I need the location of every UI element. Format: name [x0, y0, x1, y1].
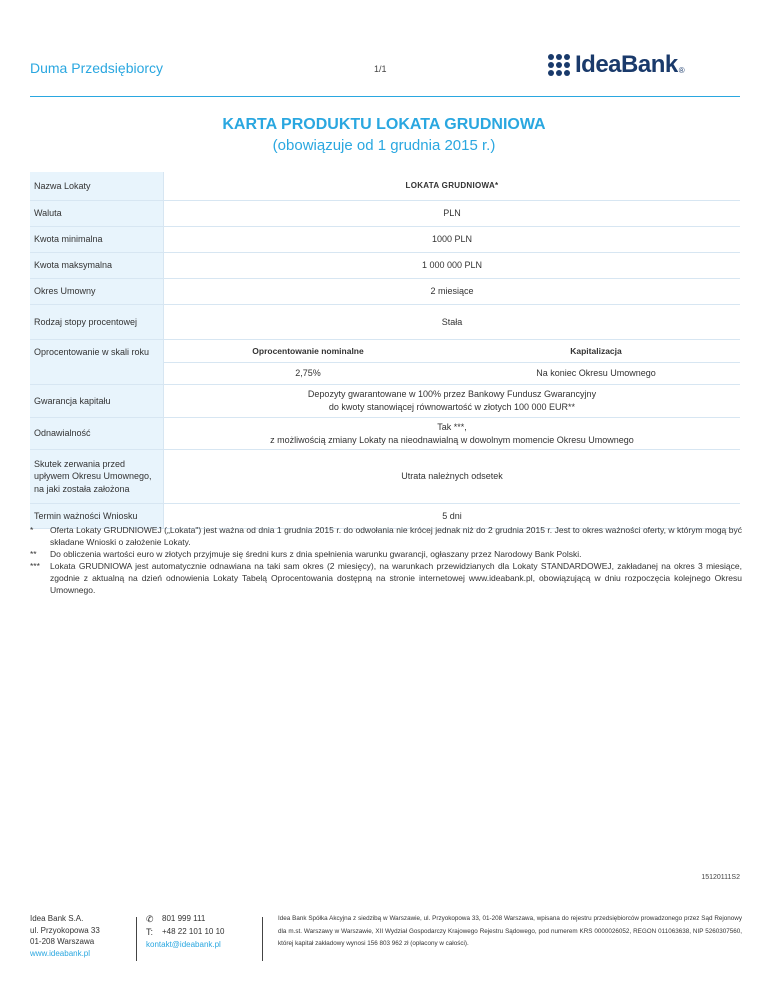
row-label: Waluta	[30, 201, 164, 226]
row-value-line: Depozyty gwarantowane w 100% przez Bankowy Fundusz Gwarancyjny	[307, 389, 597, 400]
row-value	[164, 418, 740, 449]
footer-divider	[262, 917, 263, 961]
row-value: Stała	[441, 316, 463, 327]
logo-registered-mark: ®	[678, 65, 685, 75]
header-brand-text: Duma Przedsiębiorcy	[30, 60, 164, 76]
footer-phone1[interactable]: 801 999 111	[162, 914, 206, 923]
table-row	[30, 172, 740, 201]
footer-street: ul. Przyokopowa 33	[30, 925, 100, 935]
row-value: 1 000 000 PLN	[421, 260, 483, 271]
table-row	[30, 253, 740, 279]
table-row	[30, 418, 740, 450]
row-value-line: Tak ***,	[437, 421, 467, 432]
footnote-mark: **	[30, 549, 37, 560]
page-number: 1/1	[374, 64, 387, 74]
row-value: LOKATA GRUDNIOWA*	[405, 181, 499, 191]
footer-phone1-row	[146, 913, 256, 926]
row-label: Rodzaj stopy procentowej	[30, 305, 164, 339]
row-label: Kwota maksymalna	[30, 253, 164, 278]
table-row	[30, 279, 740, 305]
footer-contact	[146, 913, 256, 951]
row-label: Termin ważności Wniosku	[30, 504, 164, 528]
page-title: KARTA PRODUKTU LOKATA GRUDNIOWA	[222, 116, 546, 133]
logo-text: IdeaBank	[575, 51, 678, 78]
row-value: 2 miesiące	[430, 286, 474, 297]
phone2-label: T:	[146, 927, 154, 938]
row-label: Odnawialność	[30, 418, 164, 449]
interest-split	[164, 340, 740, 384]
table-row	[30, 201, 740, 227]
table-row	[30, 227, 740, 253]
footnote-text: Lokata GRUDNIOWA jest automatycznie odnawiana na taki sam okres (2 miesięcy), na warunkach przewidzianych dla Lokaty STANDARDOWEJ, zakładanej na okres 3 miesiące, zgodnie z aktualną na dzień odnowienia Lokaty Tabelą Oprocentowania dostępną na stronie internetowej www.ideabank.pl, obowiązującą w dniu rozpoczęcia kolejnego Okresu Umownego.	[50, 561, 742, 596]
row-value	[164, 385, 740, 417]
table-row	[30, 450, 740, 504]
row-label: Kwota minimalna	[30, 227, 164, 252]
footer-legal-text: Idea Bank Spółka Akcyjna z siedzibą w Warszawie, ul. Przyokopowa 33, 01-208 Warszawa, wpisana do rejestru przedsiębiorców prowadzonego przez Sąd Rejonowy dla m.st. Warszawy w Warszawie, XII Wydział Gospodarczy Krajowego Rejestru Sądowego, pod numerem KRS 0000026052, REGON 011063638, NIP 5260307560, której kapitał zakładowy wynosi 156 803 962 zł (opłacony w całości).	[278, 915, 742, 948]
footer-website-link[interactable]: www.ideabank.pl	[30, 948, 91, 958]
row-value: 1000 PLN	[431, 234, 473, 245]
capitalization-value: Na koniec Okresu Umownego	[536, 368, 656, 379]
footer-company: Idea Bank S.A.	[30, 914, 84, 923]
product-table	[30, 172, 740, 529]
footer-phone2[interactable]: +48 22 101 10 10	[162, 927, 225, 937]
table-row	[30, 305, 740, 340]
document-id: 15120111S2	[701, 874, 740, 881]
page-subtitle: (obowiązuje od 1 grudnia 2015 r.)	[272, 137, 496, 154]
footnote-mark: *	[30, 525, 34, 535]
footnotes	[30, 524, 742, 596]
row-label: Nazwa Lokaty	[30, 172, 164, 200]
footer-phone2-row	[146, 926, 256, 939]
footer-city: 01-208 Warszawa	[30, 937, 95, 947]
footer-email-link[interactable]: kontakt@ideabank.pl	[146, 940, 221, 950]
row-value-line: do kwoty stanowiącej równowartość w złotych 100 000 EUR**	[328, 402, 576, 412]
footnote-text: Do obliczenia wartości euro w złotych przyjmuje się średni kurs z dnia spełnienia warunku gwarancji, ogłaszany przez Narodowy Bank Polski.	[50, 549, 582, 560]
footnote	[30, 548, 742, 560]
footer-divider	[136, 917, 137, 961]
row-value-line: z możliwością zmiany Lokaty na nieodnawialną w dowolnym momencie Okresu Umownego	[270, 434, 634, 445]
row-label: Okres Umowny	[30, 279, 164, 304]
row-label: Skutek zerwania przed upływem Okresu Umownego, na jaki została założona	[30, 450, 164, 503]
row-label: Oprocentowanie w skali roku	[30, 340, 164, 384]
phone-icon: ✆	[146, 914, 154, 924]
header-divider	[30, 96, 740, 97]
interest-header-row	[164, 340, 740, 363]
idea-bank-logo	[548, 52, 685, 78]
interest-value-row	[164, 363, 740, 385]
row-value: 5 dni	[442, 510, 462, 521]
footnote	[30, 524, 742, 548]
footnote-text: Oferta Lokaty GRUDNIOWEJ („Lokata") jest ważna od dnia 1 grudnia 2015 r. do odwołania nie krócej jednak niż do 2 grudnia 2015 r. Jest to okres ważności oferty, w którym mogą być składane Wnioski o założenie Lokaty.	[50, 525, 742, 548]
row-value: PLN	[443, 208, 461, 219]
table-row	[30, 385, 740, 418]
footnote	[30, 560, 742, 596]
col-header-capitalization: Kapitalizacja	[570, 345, 622, 356]
logo-dots-icon	[548, 54, 571, 77]
table-row	[30, 340, 740, 385]
col-header-nominal: Oprocentowanie nominalne	[252, 345, 364, 356]
footnote-mark: ***	[30, 561, 40, 572]
nominal-rate-value: 2,75%	[295, 368, 321, 379]
row-label: Gwarancja kapitału	[30, 385, 164, 417]
footer-address	[30, 913, 140, 959]
row-value: Utrata należnych odsetek	[401, 471, 503, 482]
